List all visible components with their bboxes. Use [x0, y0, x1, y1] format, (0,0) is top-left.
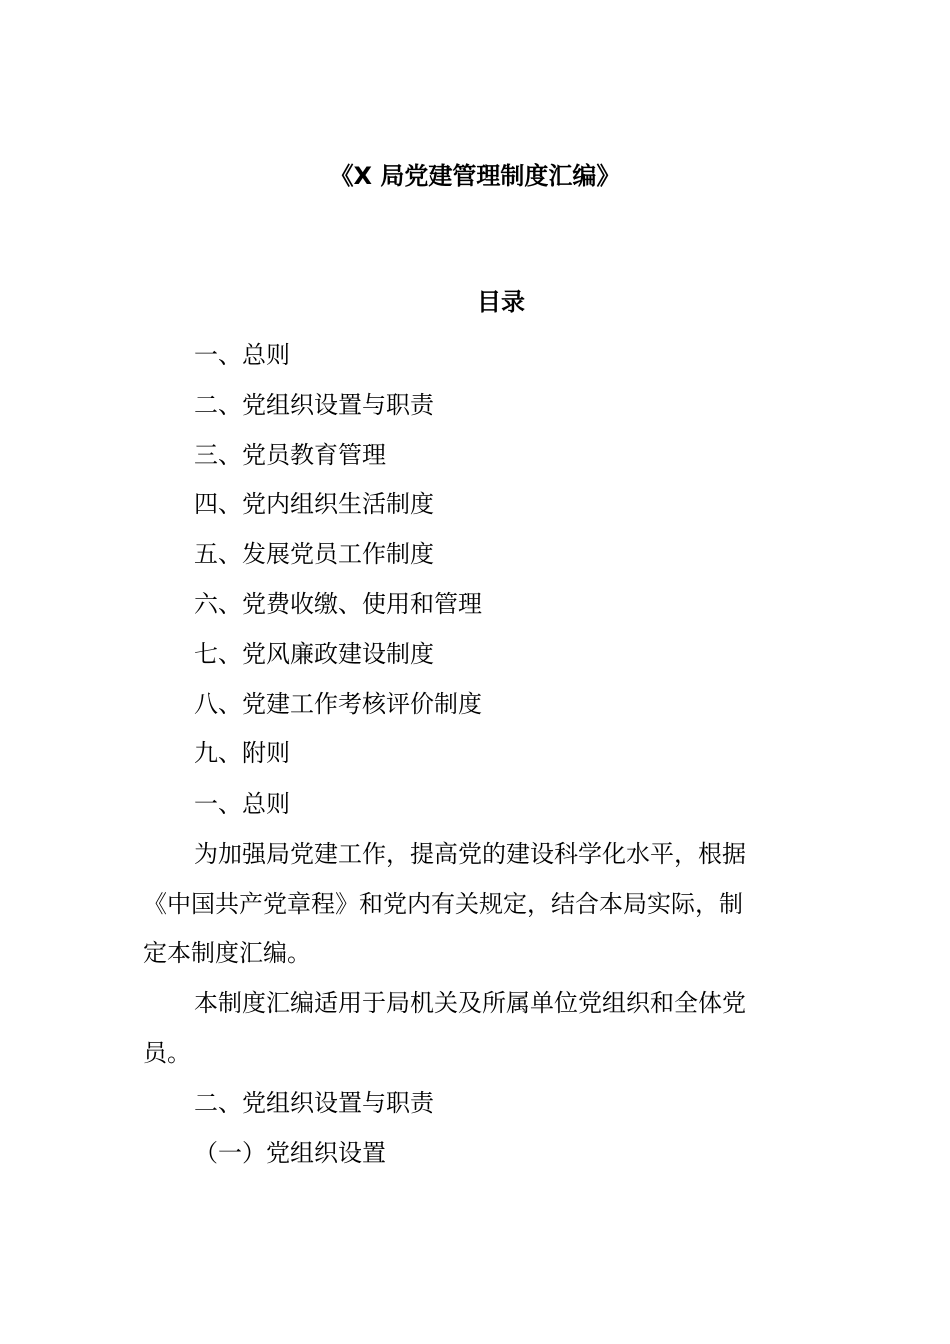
toc-heading	[0, 282, 950, 322]
paragraph-scope-line: 本制度汇编适用于局机关及所属单位党组织和全体党	[194, 989, 746, 1018]
toc-item: 四、党内组织生活制度	[194, 490, 434, 519]
document-body	[143, 780, 809, 1178]
toc-item: 七、党风廉政建设制度	[194, 639, 434, 668]
section-heading-general: 一、总则	[194, 790, 290, 818]
table-of-contents	[194, 331, 482, 779]
paragraph-purpose-line: 为加强局党建工作，提高党的建设科学化水平，根据	[194, 839, 746, 868]
paragraph-purpose-line: 《中国共产党章程》和党内有关规定，结合本局实际，制	[143, 889, 743, 918]
section-heading-organization: 二、党组织设置与职责	[194, 1088, 434, 1117]
subsection-heading-organization-setup: （一）党组织设置	[194, 1138, 386, 1167]
toc-item: 一、总则	[194, 341, 290, 369]
paragraph-scope-line: 员。	[143, 1038, 191, 1067]
toc-item: 九、附则	[194, 739, 290, 768]
toc-item: 六、党费收缴、使用和管理	[194, 589, 482, 618]
toc-item: 五、发展党员工作制度	[194, 540, 434, 569]
toc-item: 三、党员教育管理	[194, 440, 386, 469]
toc-heading-text: 目录	[477, 288, 525, 316]
paragraph-purpose-line: 定本制度汇编。	[143, 939, 311, 968]
toc-item: 二、党组织设置与职责	[194, 390, 434, 419]
toc-item: 八、党建工作考核评价制度	[194, 689, 482, 718]
document-title: 《X 局党建管理制度汇编》	[329, 162, 621, 190]
